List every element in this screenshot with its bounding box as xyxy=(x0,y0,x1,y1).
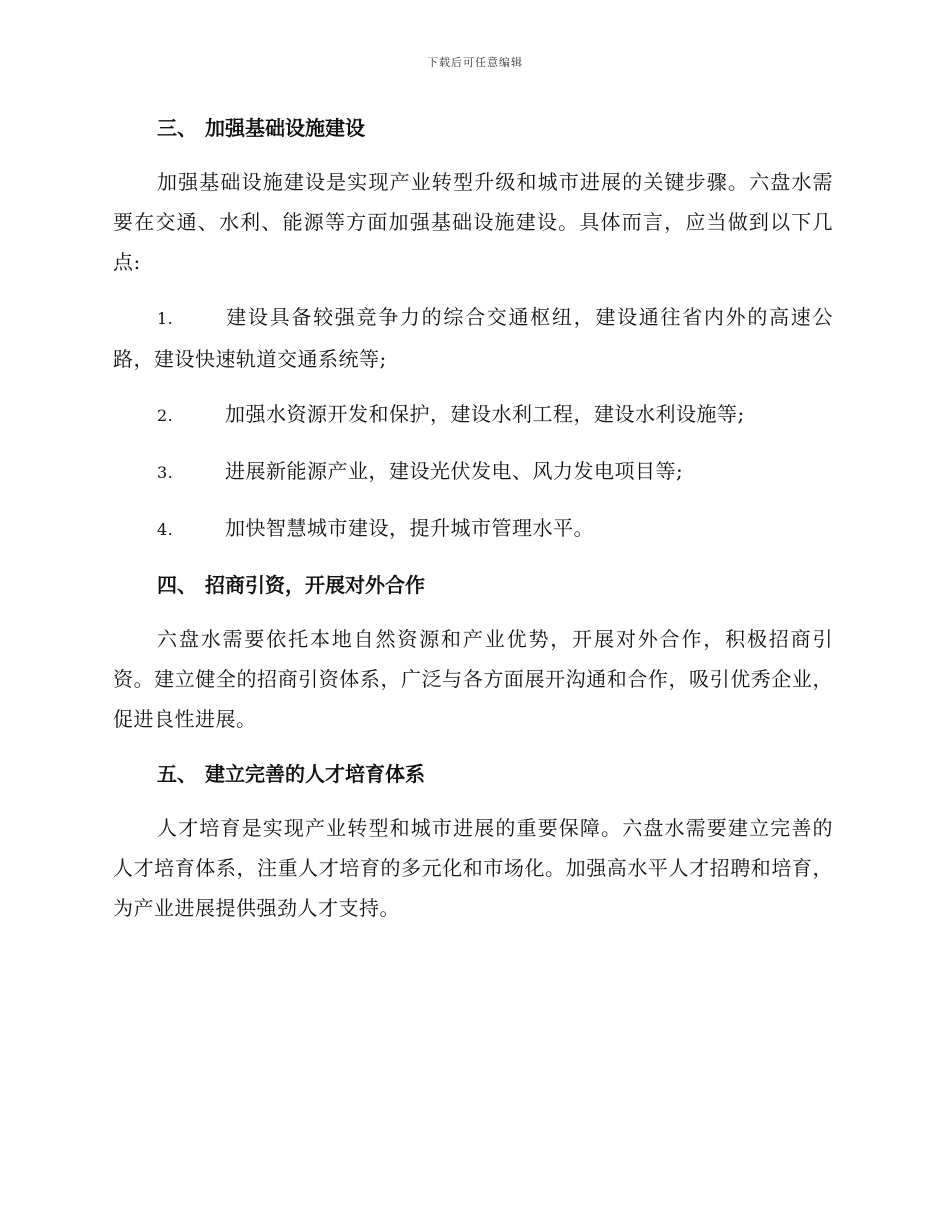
section-paragraph-talent: 人才培育是实现产业转型和城市进展的重要保障。六盘水需要建立完善的人才培育体系，注重人才培育的多元化和市场化。加强高水平人才招聘和培育，为产业进展提供强劲人才支持。 xyxy=(113,816,833,920)
section-heading-infrastructure xyxy=(113,108,833,148)
section-number: 五、 xyxy=(157,762,197,786)
list-marker: 1. xyxy=(157,309,174,328)
section-number: 三、 xyxy=(157,116,197,140)
list-item-text: 加快智慧城市建设，提升城市管理水平。 xyxy=(225,516,594,540)
list-marker: 2. xyxy=(157,406,174,425)
section-title: 加强基础设施建设 xyxy=(205,116,365,140)
list-marker: 3. xyxy=(157,463,174,482)
section-title: 招商引资，开展对外合作 xyxy=(205,573,425,597)
list-item-text: 加强水资源开发和保护，建设水利工程，建设水利设施等; xyxy=(225,402,745,426)
page-header: 下载后可任意编辑 xyxy=(427,56,523,69)
document-body xyxy=(113,108,833,928)
list-item-text: 建设具备较强竞争力的综合交通枢纽，建设通往省内外的高速公路，建设快速轨道交通系统等; xyxy=(113,305,833,371)
section-heading-talent xyxy=(113,754,833,794)
section-heading-investment xyxy=(113,565,833,605)
section-paragraph-infrastructure: 加强基础设施建设是实现产业转型升级和城市进展的关键步骤。六盘水需要在交通、水利、能源等方面加强基础设施建设。具体而言，应当做到以下几点: xyxy=(113,170,833,274)
section-number: 四、 xyxy=(157,573,197,597)
section-title: 建立完善的人才培育体系 xyxy=(205,762,425,786)
list-item xyxy=(113,297,833,379)
list-item xyxy=(113,394,833,436)
list-item xyxy=(113,451,833,493)
list-marker: 4. xyxy=(157,520,174,539)
list-item-text: 进展新能源产业，建设光伏发电、风力发电项目等; xyxy=(225,459,684,483)
section-paragraph-investment: 六盘水需要依托本地自然资源和产业优势，开展对外合作，积极招商引资。建立健全的招商引资体系，广泛与各方面展开沟通和合作，吸引优秀企业，促进良性进展。 xyxy=(113,627,833,731)
list-item xyxy=(113,508,833,550)
